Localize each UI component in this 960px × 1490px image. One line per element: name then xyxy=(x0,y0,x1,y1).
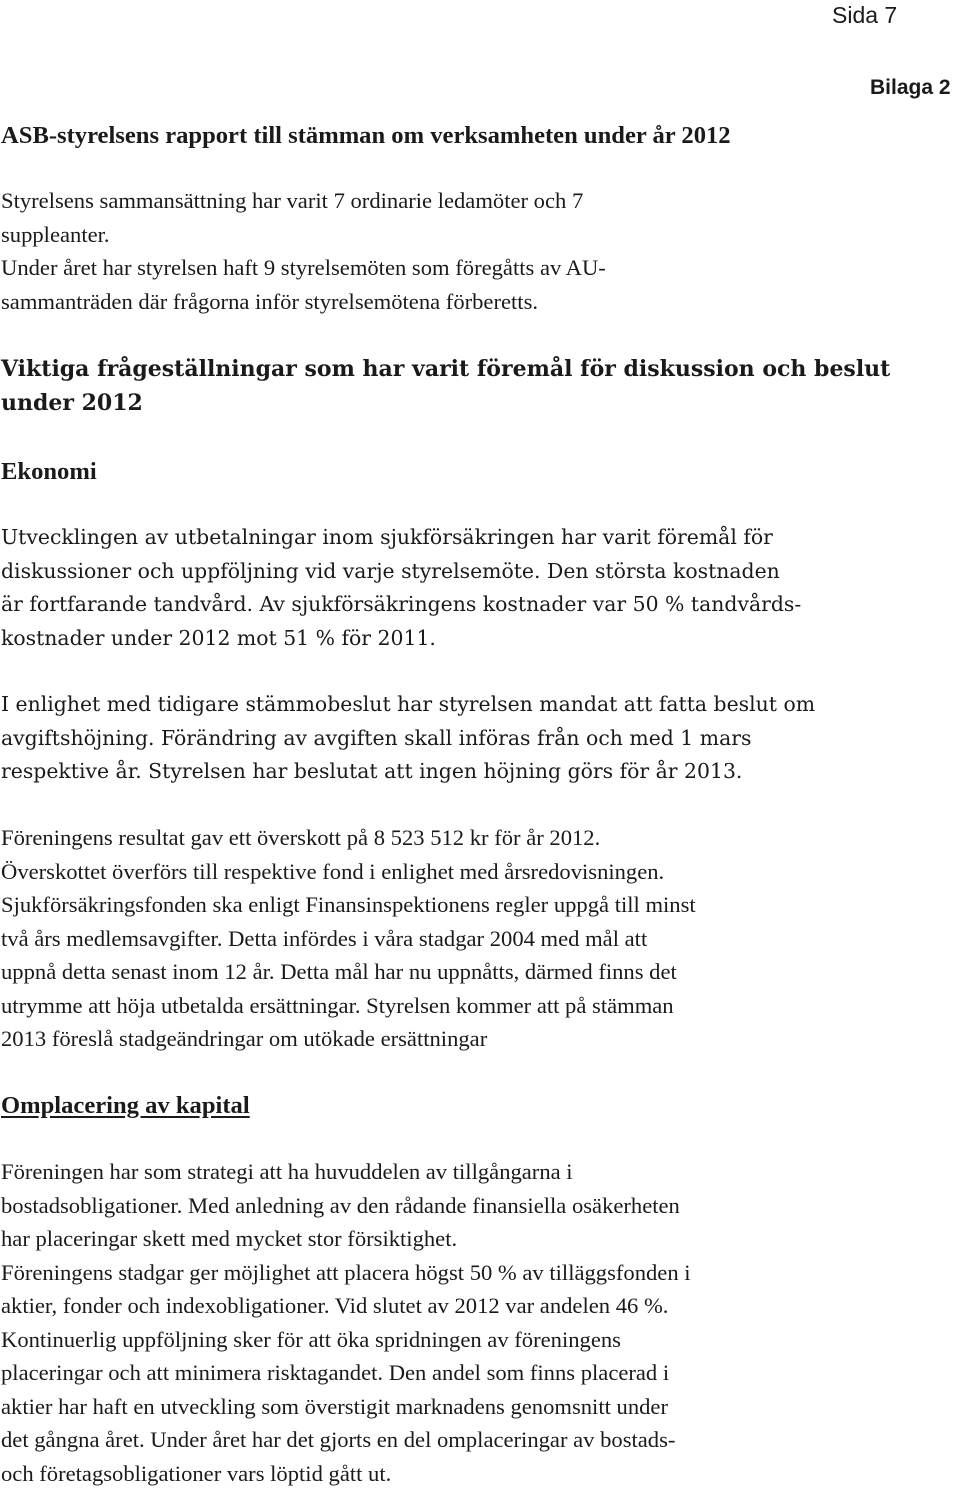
economy-heading: Ekonomi xyxy=(1,458,97,485)
capital-heading: Omplacering av kapital xyxy=(1,1092,250,1119)
page-number: Sida 7 xyxy=(832,2,898,28)
economy-paragraph-costs: Utvecklingen av utbetalningar inom sjukförsäkringen har varit föremål för diskussioner och uppföljning vid varje styrelsemöte. Den största kostnaden är fortfarande tandvård. Av sjukförsäkringens kostnader var 50 % tandvårds- kostnader under 2012 mot 51 % för 2011. xyxy=(1,525,802,650)
issues-heading: Viktiga frågeställningar som har varit föremål för diskussion och beslut under 2012 xyxy=(1,356,891,416)
appendix-label: Bilaga 2 xyxy=(870,76,951,99)
document-title: ASB-styrelsens rapport till stämman om verksamheten under år 2012 xyxy=(1,122,731,149)
intro-paragraph: Styrelsens sammansättning har varit 7 ordinarie ledamöter och 7 suppleanter. Under året har styrelsen haft 9 styrelsemöten som föregåtts av AU- sammanträden där frågorna inför styrelsemötena förberetts. xyxy=(1,188,606,314)
capital-paragraph: Föreningen har som strategi att ha huvuddelen av tillgångarna i bostadsobligationer. Med anledning av den rådande finansiella osäkerheten har placeringar skett med mycket stor försiktighet. Föreningens stadgar ger möjlighet att placera högst 50 % av tilläggsfonden i aktier, fonder och indexobligationer. Vid slutet av 2012 var andelen 46 %. Kontinuerlig uppföljning sker för att öka spridningen av föreningens placeringar och att minimera risktagandet. Den andel som finns placerad i aktier har haft en utveckling som överstigit marknadens genomsnitt under det gångna året. Under året har det gjorts en del omplaceringar av bostads- och företagsobligationer vars löptid gått ut. xyxy=(1,1159,691,1486)
economy-paragraph-fees: I enlighet med tidigare stämmobeslut har styrelsen mandat att fatta beslut om avgiftshöjning. Förändring av avgiften skall införas från och med 1 mars respektive år. Styrelsen har beslutat att ingen höjning görs för år 2013. xyxy=(1,692,816,783)
economy-paragraph-result: Föreningens resultat gav ett överskott på 8 523 512 kr för år 2012. Överskottet överförs till respektive fond i enlighet med årsredovisningen. Sjukförsäkringsfonden ska enligt Finansinspektionens regler uppgå till minst två års medlemsavgifter. Detta infördes i våra stadgar 2004 med mål att uppnå detta senast inom 12 år. Detta mål har nu uppnåtts, därmed finns det utrymme att höja utbetalda ersättningar. Styrelsen kommer att på stämman 2013 föreslå stadgeändringar om utökade ersättningar xyxy=(1,825,696,1051)
